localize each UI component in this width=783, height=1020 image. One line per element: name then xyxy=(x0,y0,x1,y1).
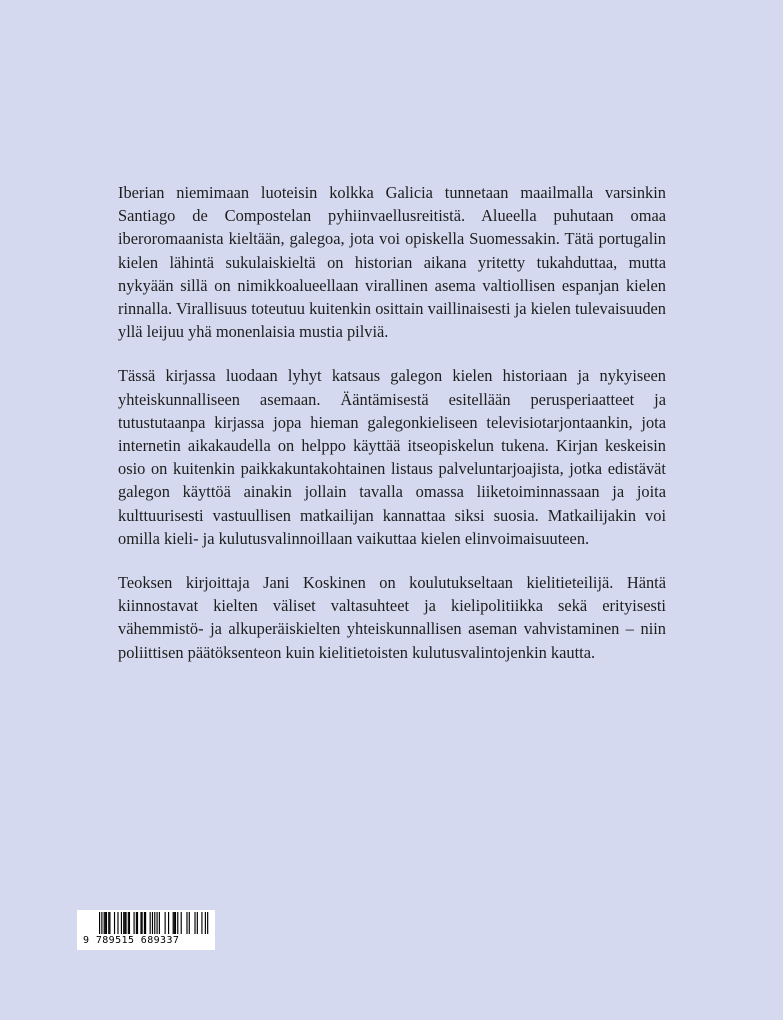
blurb-paragraph: Teoksen kirjoittaja Jani Koskinen on koulutukseltaan kielitieteilijä. Häntä kiinnostavat kielten väliset valtasuhteet ja kielipolitiikka sekä erityisesti vähemmistö- ja alkuperäiskielten yhteiskunnallisen aseman vahvistaminen – niin poliittisen päätöksenteon kuin kielitietoisten kulutusvalintojenkin kautta. xyxy=(118,573,666,662)
barcode-bar xyxy=(194,912,195,934)
barcode-bar xyxy=(186,912,187,934)
barcode-bar xyxy=(129,912,130,934)
barcode-bar xyxy=(124,912,125,934)
barcode-bar xyxy=(121,912,122,934)
barcode-bar xyxy=(168,912,169,934)
barcode-bar xyxy=(134,912,135,934)
barcode-bar xyxy=(140,912,141,934)
barcode-bar xyxy=(201,912,202,934)
back-cover-blurb xyxy=(118,181,666,685)
barcode-bar xyxy=(157,912,158,934)
barcode-bar xyxy=(174,912,175,934)
barcode-bar xyxy=(181,912,182,934)
barcode-bar xyxy=(125,912,126,934)
barcode-bar xyxy=(108,912,109,934)
blurb-paragraph: Iberian niemimaan luoteisin kolkka Galicia tunnetaan maailmalla varsinkin Santiago de Compostelan pyhiinvaellusreitistä. Alueella puhutaan omaa iberoromaanista kieltään, galegoa, jota voi opiskella Suomessakin. Tätä portugalin kielen lähintä sukulaiskieltä on historian aikana yritetty tukahduttaa, mutta nykyään sillä on nimikkoalueellaan virallinen asema valtiollisen espanjan kielen rinnalla. Virallisuus toteutuu kuitenkin osittain vaillinaisesti ja kielen tulevaisuuden yllä leijuu yhä monenlaisia mustia pilviä. xyxy=(118,183,666,342)
barcode-bar xyxy=(99,912,100,934)
barcode-bar xyxy=(152,912,153,934)
barcode-bar xyxy=(137,912,138,934)
barcode-bar xyxy=(175,912,176,934)
barcode-bar xyxy=(142,912,143,934)
barcode-bar xyxy=(207,912,208,934)
barcode-bar xyxy=(106,912,107,934)
barcode-bar xyxy=(159,912,160,934)
barcode-bar xyxy=(189,912,190,934)
barcode-bar xyxy=(150,912,151,934)
barcode-bar xyxy=(205,912,206,934)
barcode-bar xyxy=(136,912,137,934)
barcode-bar xyxy=(114,912,115,934)
barcode-bar xyxy=(165,912,166,934)
barcode-bar xyxy=(128,912,129,934)
barcode-bar xyxy=(117,912,118,934)
barcode-bar xyxy=(109,912,110,934)
barcode-digits: 9 789515 689337 xyxy=(83,935,180,946)
barcode-bar xyxy=(154,912,155,934)
barcode-bar xyxy=(145,912,146,934)
barcode-bar xyxy=(177,912,178,934)
barcode-bar xyxy=(104,912,105,934)
barcode-bar xyxy=(123,912,124,934)
barcode-bar xyxy=(105,912,106,934)
barcode-bar xyxy=(173,912,174,934)
barcode-bar xyxy=(101,912,102,934)
barcode-bar xyxy=(144,912,145,934)
isbn-barcode xyxy=(77,910,215,950)
barcode-bar xyxy=(197,912,198,934)
blurb-paragraph: Tässä kirjassa luodaan lyhyt katsaus galegon kielen historiaan ja nykyiseen yhteiskunnalliseen asemaan. Ääntämisestä esitellään perusperiaatteet ja tutustutaanpa kirjassa jopa hieman galegonkieliseen televisiotarjontaankin, jota internetin aikakaudella on helppo käyttää itseopiskelun tukena. Kirjan keskeisin osio on kuitenkin paikkakuntakohtainen listaus palveluntarjoajista, jotka edistävät galegon käyttöä ainakin jollain tavalla omassa liiketoiminnassaan ja joita kulttuurisesti vastuullisen matkailijan kannattaa siksi suosia. Matkailijakin voi omilla kieli- ja kulutusvalinnoillaan vaikuttaa kielen elinvoimaisuuteen. xyxy=(118,366,666,548)
